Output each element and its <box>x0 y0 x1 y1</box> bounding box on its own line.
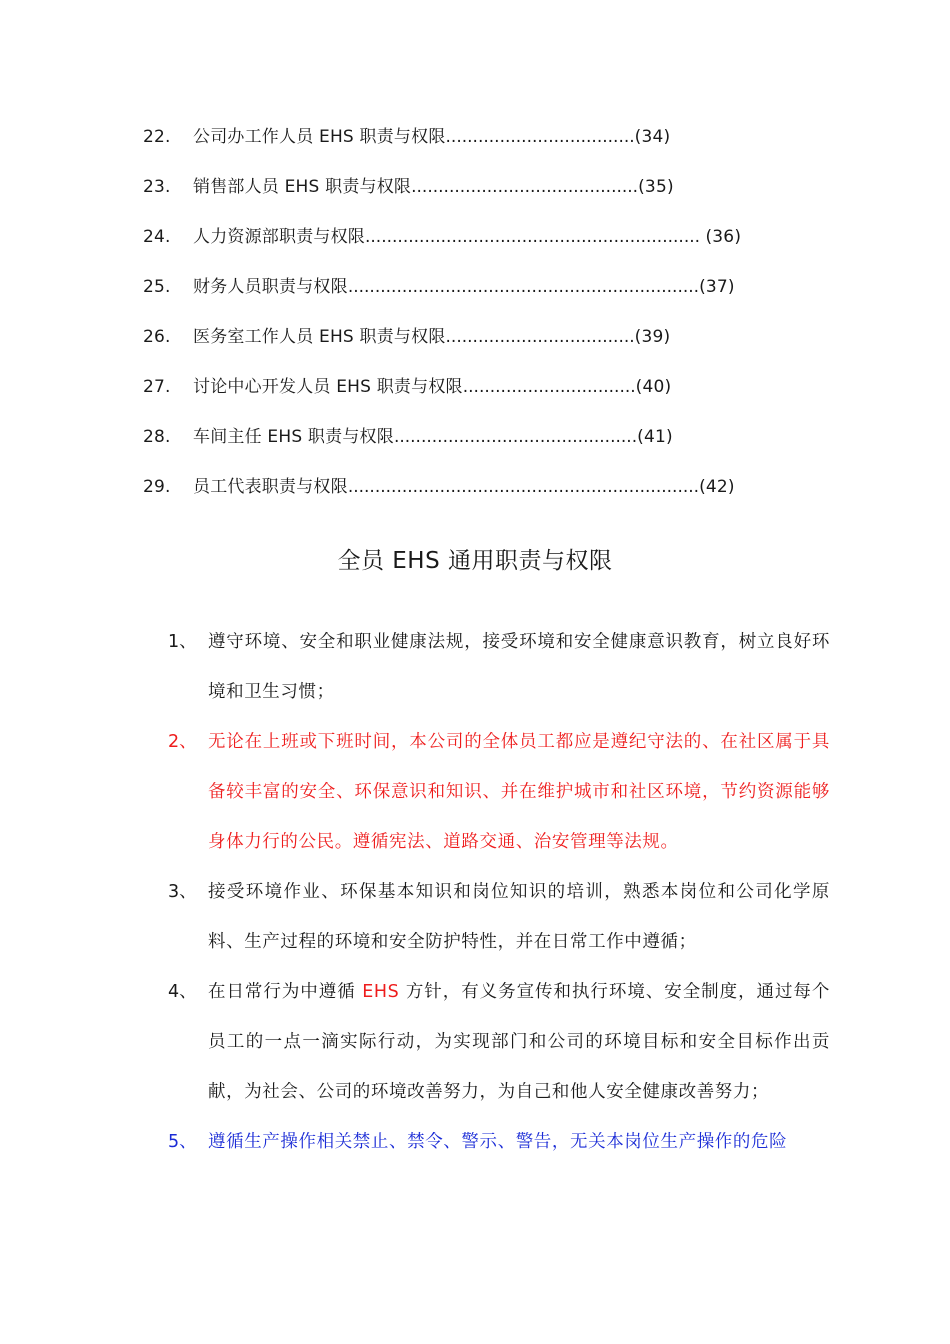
toc-number: 28. <box>143 427 171 447</box>
toc-leader: ............................................. <box>393 427 638 447</box>
toc-leader: ................................... <box>445 327 635 347</box>
list-item-text <box>208 967 830 1117</box>
toc-leader: .......................................... <box>411 177 639 197</box>
list-item-text: 遵循生产操作相关禁止、禁令、警示、警告，无关本岗位生产操作的危险 <box>208 1132 788 1152</box>
toc-entry[interactable] <box>143 472 803 522</box>
toc-entry[interactable] <box>143 422 803 472</box>
toc-title: 公司办工作人员 EHS 职责与权限 <box>193 127 446 147</box>
toc-entry[interactable] <box>143 372 803 422</box>
duty-list <box>168 617 838 1167</box>
list-item-number: 3、 <box>168 882 197 902</box>
text-segment: 方针，有义务宣传和执行环境、安全制度，通过每个员工的一点一滴实际行动，为实现部门和公司的环境目标和安全目标作出贡献，为社会、公司的环境改善努力，为自己和他人安全健康改善努力； <box>208 982 830 1102</box>
toc-leader: ................................ <box>462 377 636 397</box>
list-item-text: 遵守环境、安全和职业健康法规，接受环境和安全健康意识教育，树立良好环境和卫生习惯； <box>208 632 830 702</box>
toc-leader: ................................................................. <box>347 277 700 297</box>
toc-number: 22. <box>143 127 171 147</box>
toc-number: 24. <box>143 227 171 247</box>
ehs-highlight: EHS <box>362 982 400 1002</box>
toc-title: 医务室工作人员 EHS 职责与权限 <box>193 327 446 347</box>
list-item-number: 5、 <box>168 1132 197 1152</box>
toc-entry[interactable] <box>143 322 803 372</box>
toc-page: (34) <box>634 127 671 147</box>
toc-entry[interactable] <box>143 272 803 322</box>
toc-number: 29. <box>143 477 171 497</box>
text-segment: 在日常行为中遵循 <box>208 982 363 1002</box>
toc-page: (37) <box>699 277 735 297</box>
list-item-number: 1、 <box>168 632 197 652</box>
list-item-number: 4、 <box>168 982 197 1002</box>
list-item-text: 接受环境作业、环保基本知识和岗位知识的培训，熟悉本岗位和公司化学原料、生产过程的环境和安全防护特性，并在日常工作中遵循； <box>208 882 830 952</box>
toc-title: 车间主任 EHS 职责与权限 <box>193 427 394 447</box>
toc-page: (39) <box>634 327 671 347</box>
toc-title: 销售部人员 EHS 职责与权限 <box>193 177 412 197</box>
toc-page: (41) <box>637 427 673 447</box>
toc-number: 23. <box>143 177 171 197</box>
toc-leader: ................................................................. <box>347 477 700 497</box>
toc-page: (40) <box>635 377 672 397</box>
toc-entry[interactable] <box>143 222 803 272</box>
section-title: 全员 EHS 通用职责与权限 <box>337 548 613 574</box>
toc-entry[interactable] <box>143 172 803 222</box>
table-of-contents <box>143 122 803 522</box>
list-item <box>168 867 838 967</box>
toc-title: 员工代表职责与权限 <box>193 477 348 497</box>
list-item <box>168 967 838 1117</box>
list-item-highlighted-red <box>168 717 838 867</box>
toc-title: 财务人员职责与权限 <box>193 277 348 297</box>
toc-number: 27. <box>143 377 171 397</box>
toc-entry[interactable] <box>143 122 803 172</box>
toc-page: (42) <box>699 477 735 497</box>
toc-title: 讨论中心开发人员 EHS 职责与权限 <box>193 377 463 397</box>
toc-page: (35) <box>638 177 674 197</box>
toc-leader: ................................... <box>445 127 635 147</box>
list-item-text: 无论在上班或下班时间，本公司的全体员工都应是遵纪守法的、在社区属于具备较丰富的安全、环保意识和知识、并在维护城市和社区环境，节约资源能够身体力行的公民。遵循宪法、道路交通、治安管理等法规。 <box>208 732 830 852</box>
toc-page: (36) <box>705 227 742 247</box>
toc-number: 26. <box>143 327 171 347</box>
toc-leader: .............................................................. <box>365 227 706 247</box>
list-item <box>168 617 838 717</box>
toc-title: 人力资源部职责与权限 <box>193 227 365 247</box>
list-item-highlighted-blue <box>168 1117 838 1167</box>
list-item-number: 2、 <box>168 732 197 752</box>
toc-number: 25. <box>143 277 171 297</box>
